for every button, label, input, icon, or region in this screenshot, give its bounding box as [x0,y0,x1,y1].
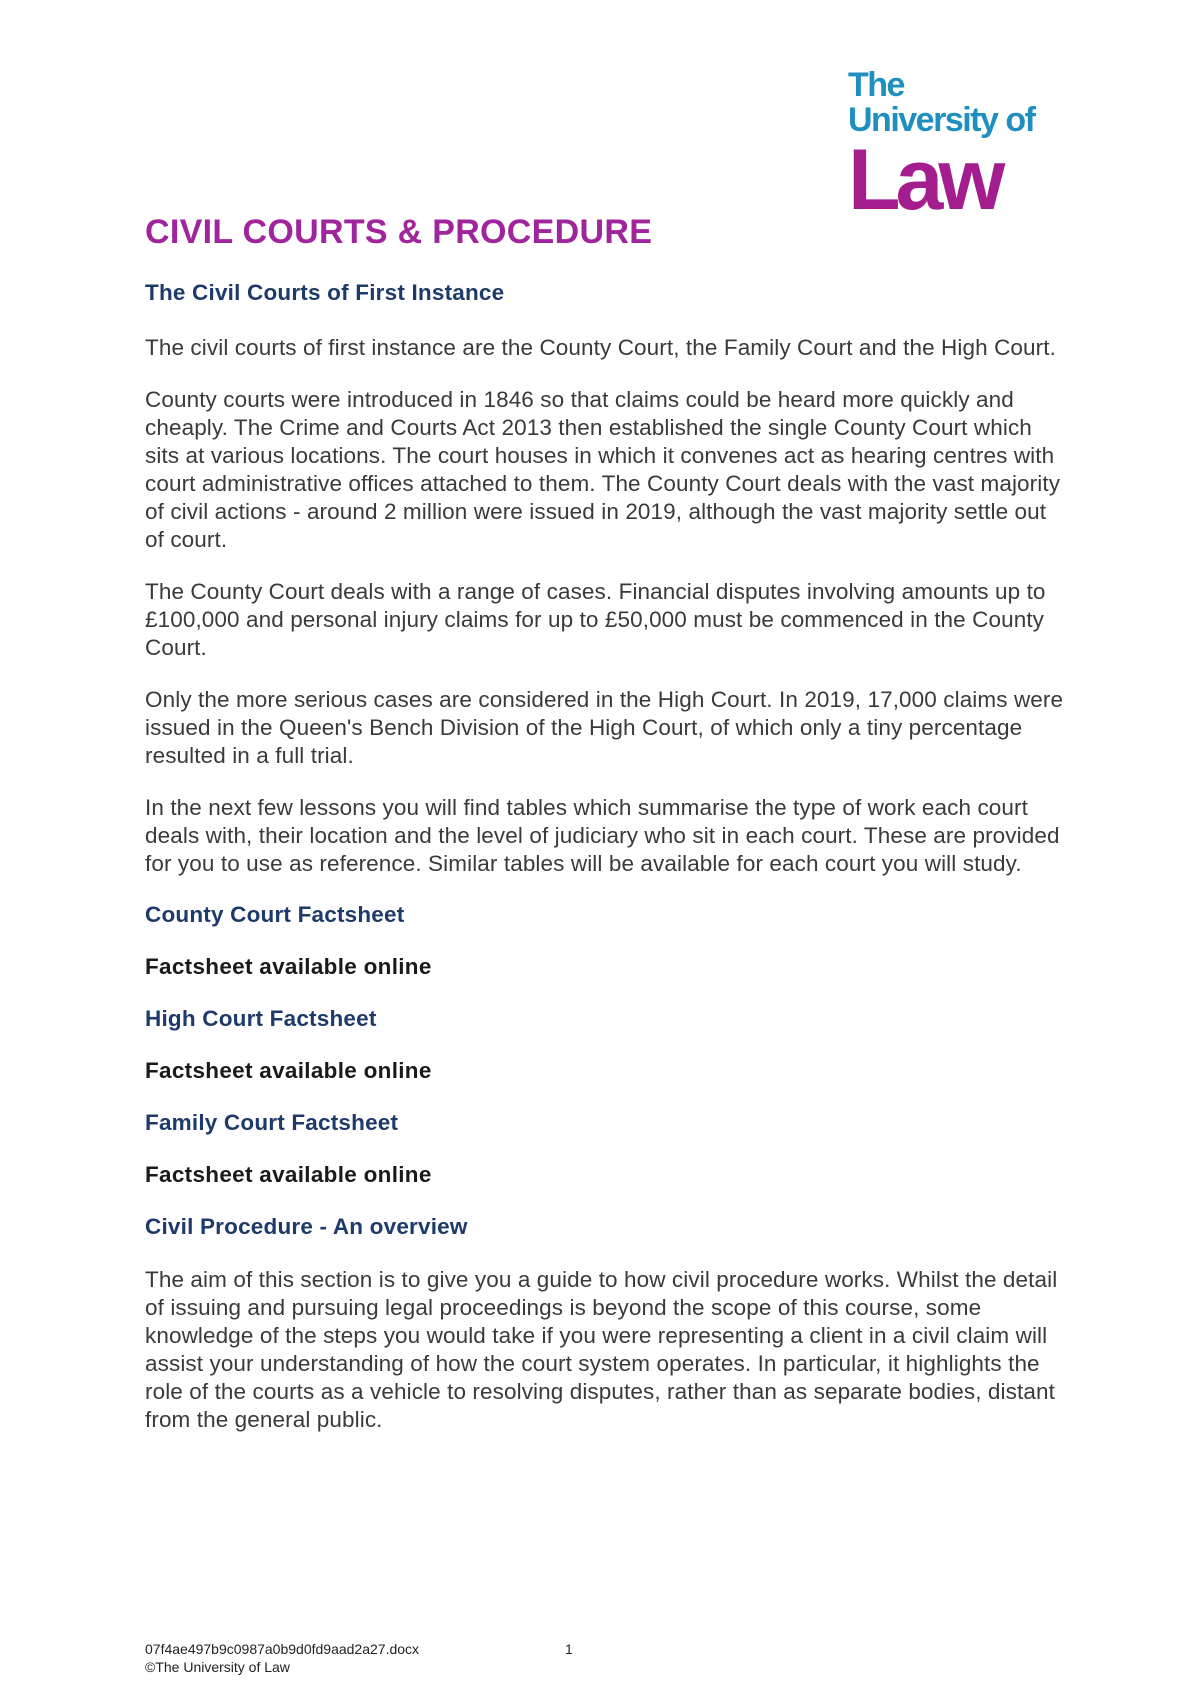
logo-line-the: The [848,66,904,104]
paragraph-high-court: Only the more serious cases are considered in the High Court. In 2019, 17,000 claims were issued in the Queen's Bench Division of the High Court, of which only a tiny percentage resulted in a full trial. [145,687,1064,768]
paragraph-next-lessons: In the next few lessons you will find tables which summarise the type of work each court deals with, their location and the level of judiciary who sit in each court. These are provided for you to use as reference. Similar tables will be available for each court you will study. [145,795,1060,876]
document-body [145,210,1065,1434]
university-of-law-logo [848,66,1038,228]
footer-page-number: 1 [565,1641,573,1657]
high-factsheet-note: Factsheet available online [145,1058,432,1083]
heading-county-court-factsheet: County Court Factsheet [145,902,405,927]
heading-family-court-factsheet: Family Court Factsheet [145,1110,399,1135]
county-factsheet-note: Factsheet available online [145,954,432,979]
heading-high-court-factsheet: High Court Factsheet [145,1006,377,1031]
paragraph-first-instance: The civil courts of first instance are the County Court, the Family Court and the High Court. [145,335,1056,360]
paragraph-county-courts-history: County courts were introduced in 1846 so that claims could be heard more quickly and cheaply. The Crime and Courts Act 2013 then established the single County Court which sits at various locations. The court houses in which it convenes act as hearing centres with court administrative offices attached to them. The County Court deals with the vast majority of civil actions - around 2 million were issued in 2019, although the vast majority settle out of court. [145,387,1061,552]
footer-copyright: ©The University of Law [145,1659,290,1675]
heading-civil-courts-first-instance: The Civil Courts of First Instance [145,280,505,305]
document-title: CIVIL COURTS & PROCEDURE [145,213,653,251]
footer-filename: 07f4ae497b9c0987a0b9d0fd9aad2a27.docx [145,1641,420,1657]
paragraph-county-court-cases: The County Court deals with a range of cases. Financial disputes involving amounts up to £100,000 and personal injury claims for up to £50,000 must be commenced in the County Court. [145,579,1046,660]
logo-line-law: Law [848,132,1001,228]
family-factsheet-note: Factsheet available online [145,1162,432,1187]
heading-civil-procedure-overview: Civil Procedure - An overview [145,1214,468,1239]
page-footer [145,1640,845,1676]
logo-line-university: University of [848,101,1035,139]
paragraph-civil-procedure: The aim of this section is to give you a guide to how civil procedure works. Whilst the detail of issuing and pursuing legal proceedings is beyond the scope of this course, some knowledge of the steps you would take if you were representing a client in a civil claim will assist your understanding of how the court system operates. In particular, it highlights the role of the courts as a vehicle to resolving disputes, rather than as separate bodies, distant from the general public. [145,1267,1058,1432]
